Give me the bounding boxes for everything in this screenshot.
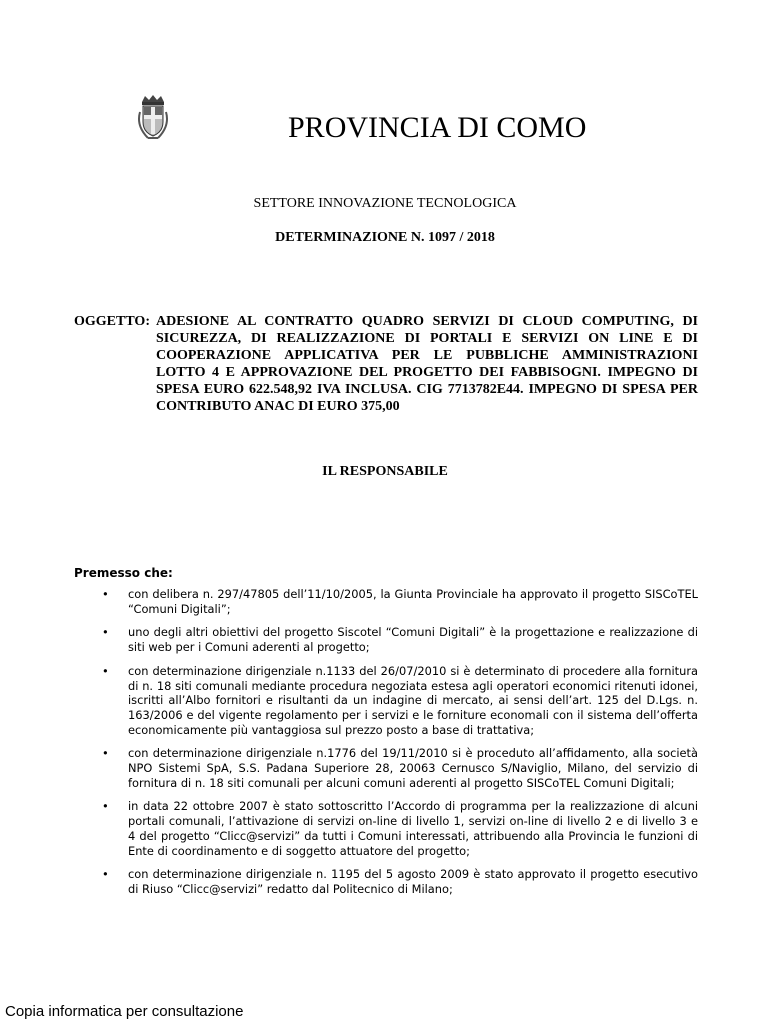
bullet-icon: • [102,746,109,761]
sector-name: SETTORE INNOVAZIONE TECNOLOGICA [253,196,517,211]
bullet-icon: • [102,663,109,678]
determination-number: DETERMINAZIONE N. 1097 / 2018 [275,230,495,245]
list-item-text: con delibera n. 297/47805 dell’11/10/2005, la Giunta Provinciale ha approvato il progetto SISCoTEL “Comuni Digitali”; [128,587,698,616]
list-item [74,867,698,896]
list-item-text: uno degli altri obiettivi del progetto Siscotel “Comuni Digitali” è la progettazione e realizzazione di siti web per i Comuni aderenti al progetto; [128,625,698,655]
subject-block [74,313,698,415]
province-crest-icon [134,94,172,142]
subject-text: ADESIONE AL CONTRATTO QUADRO SERVIZI DI CLOUD COMPUTING, DI SICUREZZA, DI REALIZZAZIONE DI PORTALI E SERVIZI ON LINE E DI COOPERAZIONE APPLICATIVA PER LE PUBBLICHE AMMINISTRAZIONI LOTTO 4 E APPROVAZIONE DEL PROGETTO DEI FABBISOGNI. IMPEGNO DI SPESA EURO 622.548,92 IVA INCLUSA. CIG 7713782E44. IMPEGNO DI SPESA PER CONTRIBUTO ANAC DI EURO 375,00 [155,314,698,414]
list-item-text: con determinazione dirigenziale n.1133 del 26/07/2010 si è determinato di procedere alla fornitura di n. 18 siti comunali mediante procedura negoziata estesa agli operatori economici ritenuti idonei, iscritti all’Albo fornitori e risultanti da un indagine di mercato, ai sensi dell’art. 125 del D.Lgs. n. 163/2006 e del vigente regolamento per i servizi e le forniture economali con il sistema dell’offerta economicamente più vantaggiosa sul prezzo posto a base di trattativa; [128,663,698,737]
list-item-text: in data 22 ottobre 2007 è stato sottoscritto l’Accordo di programma per la realizzazione di alcuni portali comunali, l’attivazione di servizi on-line di livello 1, servizi on-line di livello 2 e di livello 3 e 4 del progetto “Clicc@servizi” da tutti i Comuni interessati, attribuendo alla Provincia le funzioni di Ente di coordinamento e di soggetto attuatore del progetto; [128,799,698,858]
bullet-icon: • [102,799,109,814]
list-item-text: con determinazione dirigenziale n.1776 del 19/11/2010 si è proceduto all’affidamento, alla società NPO Sistemi SpA, S.S. Padana Superiore 28, 20063 Cernusco S/Naviglio, Milano, del servizio di fornitura di n. 18 siti comunali per alcuni comuni aderenti al progetto SISCoTEL Comuni Digitali; [128,746,698,790]
list-item [74,664,698,738]
subject-label: OGGETTO: [74,314,150,329]
premises-heading: Premesso che: [74,566,173,580]
bullet-icon: • [102,625,109,640]
footer-note: Copia informatica per consultazione [5,1003,244,1020]
premises-list [74,587,698,906]
list-item-text: con determinazione dirigenziale n. 1195 del 5 agosto 2009 è stato approvato il progetto esecutivo di Riuso “Clicc@servizi” redatto dal Politecnico di Milano; [128,867,698,896]
bullet-icon: • [102,587,109,601]
list-item [74,799,698,858]
list-item [74,625,698,654]
responsible-heading: IL RESPONSABILE [322,464,448,479]
bullet-icon: • [102,867,109,882]
page-title: PROVINCIA DI COMO [288,111,587,144]
list-item [74,587,698,616]
list-item [74,746,698,790]
